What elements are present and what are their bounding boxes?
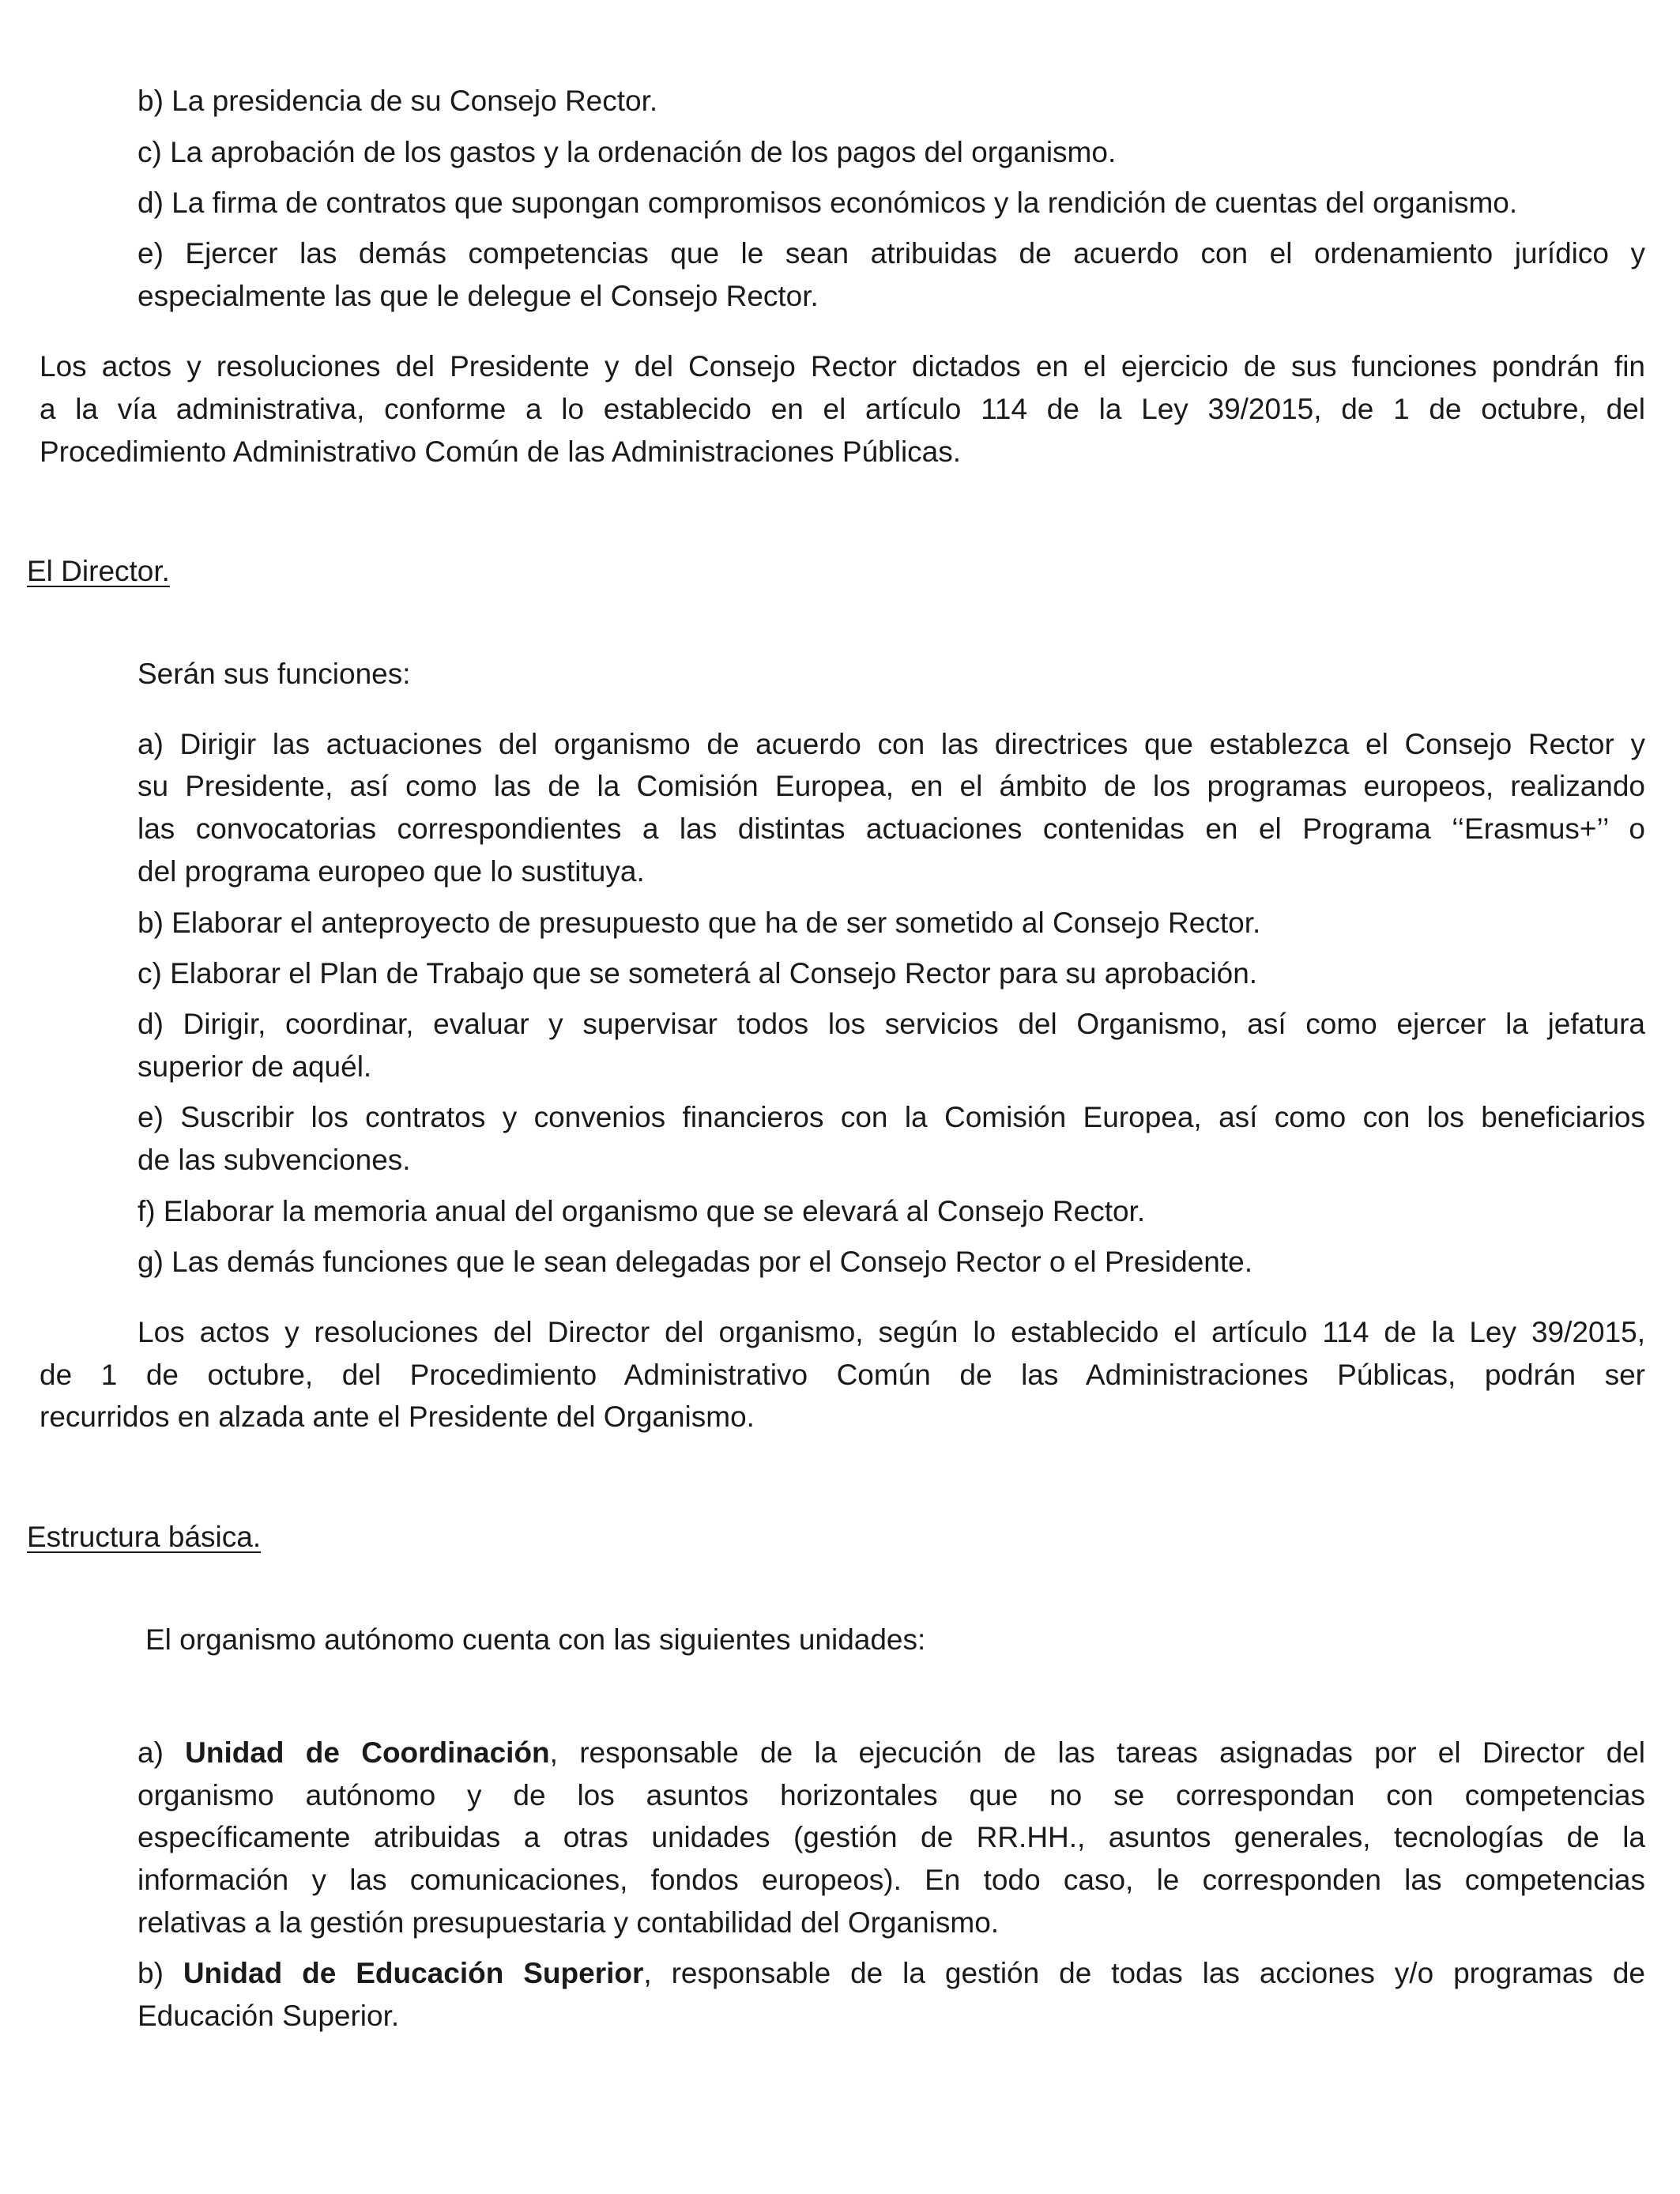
text-line: Los actos y resoluciones del Director del organismo, según lo establecido el artículo 114 de la Ley 39/2015,	[137, 1316, 1645, 1348]
text-line: de las subvenciones.	[137, 1144, 411, 1176]
text-line: especialmente las que le delegue el Consejo Rector.	[137, 280, 819, 312]
text-line: d) La firma de contratos que supongan compromisos económicos y la rendición de cuentas del organismo.	[137, 187, 1518, 219]
text-line: del programa europeo que lo sustituya.	[137, 855, 645, 888]
text-line: El organismo autónomo cuenta con las siguientes unidades:	[145, 1623, 926, 1656]
section-heading-estructura: Estructura básica.	[27, 1521, 262, 1553]
text-line: c) La aprobación de los gastos y la ordenación de los pagos del organismo.	[137, 136, 1117, 168]
text-line: su Presidente, así como las de la Comisión Europea, en el ámbito de los programas europeos, realizando	[137, 770, 1645, 802]
text-line: c) Elaborar el Plan de Trabajo que se someterá al Consejo Rector para su aprobación.	[137, 957, 1258, 990]
item-marker: a)	[137, 1736, 186, 1769]
text-line: e) Suscribir los contratos y convenios financieros con la Comisión Europea, así como con los beneficiarios	[137, 1101, 1645, 1133]
text-line: organismo autónomo y de los asuntos horizontales que no se correspondan con competencias	[137, 1779, 1645, 1811]
text-line: a la vía administrativa, conforme a lo establecido en el artículo 114 de la Ley 39/2015, de 1 de octubre, del	[40, 393, 1645, 425]
unit-name-educacion-superior: Unidad de Educación Superior	[183, 1957, 644, 1989]
text-line: e) Ejercer las demás competencias que le sean atribuidas de acuerdo con el ordenamiento jurídico y	[137, 237, 1645, 270]
text-line: específicamente atribuidas a otras unidades (gestión de RR.HH., asuntos generales, tecnologías de la	[137, 1821, 1645, 1853]
text-line: superior de aquél.	[137, 1050, 372, 1083]
text-line: Serán sus funciones:	[137, 658, 411, 690]
text-line: recurridos en alzada ante el Presidente del Organismo.	[40, 1400, 755, 1433]
text-line: b) Elaborar el anteproyecto de presupuesto que ha de ser sometido al Consejo Rector.	[137, 907, 1261, 939]
text-line: información y las comunicaciones, fondos europeos). En todo caso, le corresponden las competencias	[137, 1864, 1645, 1896]
text-line: f) Elaborar la memoria anual del organismo que se elevará al Consejo Rector.	[137, 1195, 1146, 1227]
text-line: b) La presidencia de su Consejo Rector.	[137, 85, 658, 117]
unit-educacion-superior-line	[137, 1952, 1645, 1994]
text-line: Educación Superior.	[137, 2000, 400, 2032]
text-line: a) Dirigir las actuaciones del organismo de acuerdo con las directrices que establezca el Consejo Rector y	[137, 728, 1645, 760]
text-line: relativas a la gestión presupuestaria y contabilidad del Organismo.	[137, 1906, 1000, 1939]
item-marker: b)	[137, 1957, 183, 1989]
unit-name-coordinacion: Unidad de Coordinación	[185, 1736, 550, 1769]
unit-coordinacion-line	[137, 1732, 1645, 1774]
text-line: d) Dirigir, coordinar, evaluar y supervisar todos los servicios del Organismo, así como ejercer la jefatura	[137, 1008, 1645, 1040]
section-heading-director: El Director.	[27, 555, 170, 587]
text-span: , responsable de la ejecución de las tareas asignadas por el Director del	[549, 1736, 1645, 1769]
text-line: de 1 de octubre, del Procedimiento Administrativo Común de las Administraciones Públicas, podrán ser	[40, 1359, 1645, 1391]
text-line: Los actos y resoluciones del Presidente y del Consejo Rector dictados en el ejercicio de sus funciones pondrán fin	[40, 350, 1645, 383]
text-line: Procedimiento Administrativo Común de las Administraciones Públicas.	[40, 435, 962, 468]
text-span: , responsable de la gestión de todas las acciones y/o programas de	[643, 1957, 1645, 1989]
text-line: las convocatorias correspondientes a las distintas actuaciones contenidas en el Programa ‘‘Erasmus+’’ o	[137, 812, 1645, 845]
text-line: g) Las demás funciones que le sean delegadas por el Consejo Rector o el Presidente.	[137, 1246, 1252, 1278]
